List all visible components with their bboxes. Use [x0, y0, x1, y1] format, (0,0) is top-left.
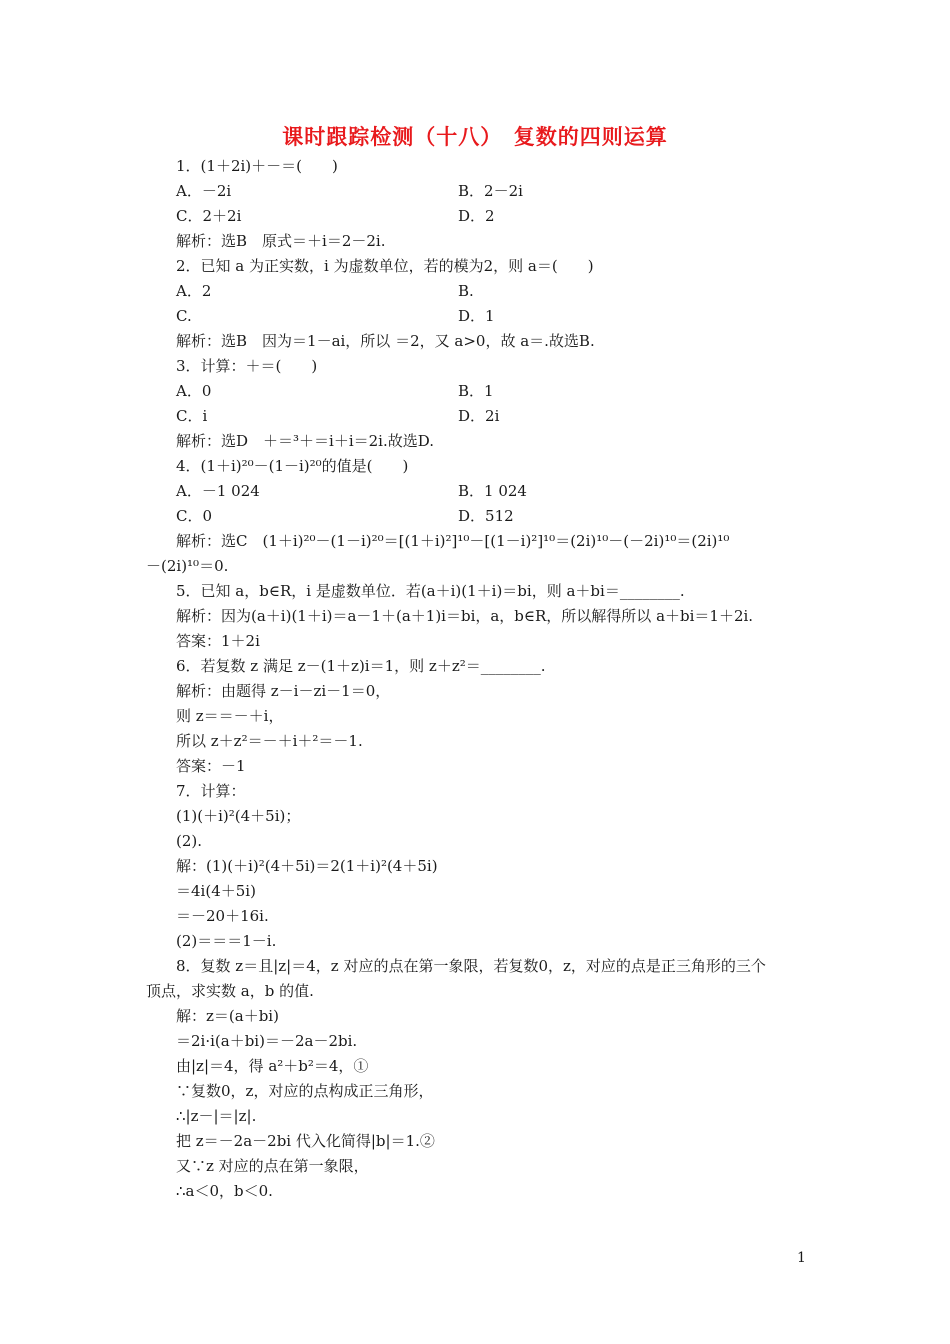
q8-solution-6: 把 z＝－2a－2bi 代入化简得|b|＝1.② — [176, 1132, 435, 1150]
q2-option-d: D．1 — [458, 307, 495, 325]
q4-options-cd — [146, 504, 812, 529]
q6-answer: 答案：－1 — [176, 757, 246, 775]
q6-step1: 则 z＝＝－＋i， — [176, 707, 284, 725]
q7-stem: 7．计算： — [176, 782, 246, 800]
q7-solution-4: (2)＝＝＝1－i. — [176, 932, 277, 950]
document-body — [146, 154, 812, 1204]
q3-option-c: C．i — [176, 407, 208, 425]
q1-option-c: C．2＋2i — [176, 207, 242, 225]
q8-solution-7: 又∵z 对应的点在第一象限， — [176, 1157, 369, 1175]
q6-step2: 所以 z＋z²＝－＋i＋²＝－1. — [176, 732, 363, 750]
q6-analysis: 解析：由题得 z－i－zi－1＝0， — [176, 682, 391, 700]
q4-analysis-continued: －(2i)¹⁰＝0. — [146, 557, 229, 575]
q3-options-ab — [146, 379, 812, 404]
q3-analysis: 解析：选D ＋＝³＋＝i＋i＝2i.故选D. — [176, 432, 435, 450]
q7-part1: (1)(＋i)²(4＋5i)； — [176, 807, 301, 825]
q1-option-d: D．2 — [458, 207, 495, 225]
q1-option-a: A．－2i — [176, 182, 232, 200]
q3-options-cd — [146, 404, 812, 429]
q1-stem: 1．(1＋2i)＋－＝( ) — [176, 157, 338, 175]
q2-option-a: A．2 — [176, 282, 212, 300]
q1-analysis: 解析：选B 原式＝＋i＝2－2i. — [176, 232, 386, 250]
q4-analysis: 解析：选C (1＋i)²⁰－(1－i)²⁰＝[(1＋i)²]¹⁰－[(1－i)²]¹⁰＝(2i)¹⁰－(－2i)¹⁰＝(2i)¹⁰ — [176, 532, 730, 550]
q2-option-b: B. — [458, 282, 474, 300]
q4-options-ab — [146, 479, 812, 504]
q8-solution-3: 由|z|＝4，得 a²＋b²＝4，① — [176, 1057, 369, 1075]
q1-options-ab — [146, 179, 812, 204]
q3-option-a: A．0 — [176, 382, 212, 400]
page-number: 1 — [797, 1250, 806, 1266]
page-title: 课时跟踪检测（十八） 复数的四则运算 — [282, 125, 668, 149]
q1-options-cd — [146, 204, 812, 229]
q8-stem: 8．复数 z＝且|z|＝4，z 对应的点在第一象限，若复数0，z，对应的点是正三角形的三个 — [176, 957, 766, 975]
q2-options-ab — [146, 279, 812, 304]
q7-solution-3: ＝－20＋16i. — [176, 907, 269, 925]
q3-option-d: D．2i — [458, 407, 500, 425]
q3-stem: 3．计算：＋＝( ) — [176, 357, 318, 375]
q4-option-d: D．512 — [458, 507, 514, 525]
q8-solution-8: ∴a＜0，b＜0. — [176, 1182, 273, 1200]
q4-stem: 4．(1＋i)²⁰－(1－i)²⁰的值是( ) — [176, 457, 409, 475]
q4-option-b: B．1 024 — [458, 482, 527, 500]
q1-option-b: B．2－2i — [458, 182, 523, 200]
q4-option-a: A．－1 024 — [176, 482, 260, 500]
q6-stem: 6．若复数 z 满足 z－(1＋z)i＝1，则 z＋z²＝________. — [176, 657, 546, 675]
q7-solution-1: 解：(1)(＋i)²(4＋5i)＝2(1＋i)²(4＋5i) — [176, 857, 438, 875]
q2-options-cd — [146, 304, 812, 329]
q2-option-c: C. — [176, 307, 192, 325]
q7-solution-2: ＝4i(4＋5i) — [176, 882, 256, 900]
q5-stem: 5．已知 a，b∈R，i 是虚数单位．若(a＋i)(1＋i)＝bi，则 a＋bi＝________. — [176, 582, 685, 600]
q4-option-c: C．0 — [176, 507, 213, 525]
q8-stem-continued: 顶点，求实数 a，b 的值. — [146, 982, 314, 1000]
q8-solution-2: ＝2i·i(a＋bi)＝－2a－2bi. — [176, 1032, 358, 1050]
q8-solution-4: ∵复数0，z，对应的点构成正三角形， — [176, 1082, 434, 1100]
q8-solution-1: 解：z＝(a＋bi) — [176, 1007, 279, 1025]
q3-option-b: B．1 — [458, 382, 494, 400]
q5-answer: 答案：1＋2i — [176, 632, 260, 650]
q2-analysis: 解析：选B 因为＝1－ai，所以 ＝2，又 a>0，故 a＝.故选B. — [176, 332, 595, 350]
q8-solution-5: ∴|z－|＝|z|. — [176, 1107, 257, 1125]
q7-part2: (2). — [176, 832, 203, 850]
q2-stem: 2．已知 a 为正实数，i 为虚数单位，若的模为2，则 a＝( ) — [176, 257, 594, 275]
q5-analysis: 解析：因为(a＋i)(1＋i)＝a－1＋(a＋1)i＝bi，a，b∈R，所以解得所以 a＋bi＝1＋2i. — [176, 607, 754, 625]
